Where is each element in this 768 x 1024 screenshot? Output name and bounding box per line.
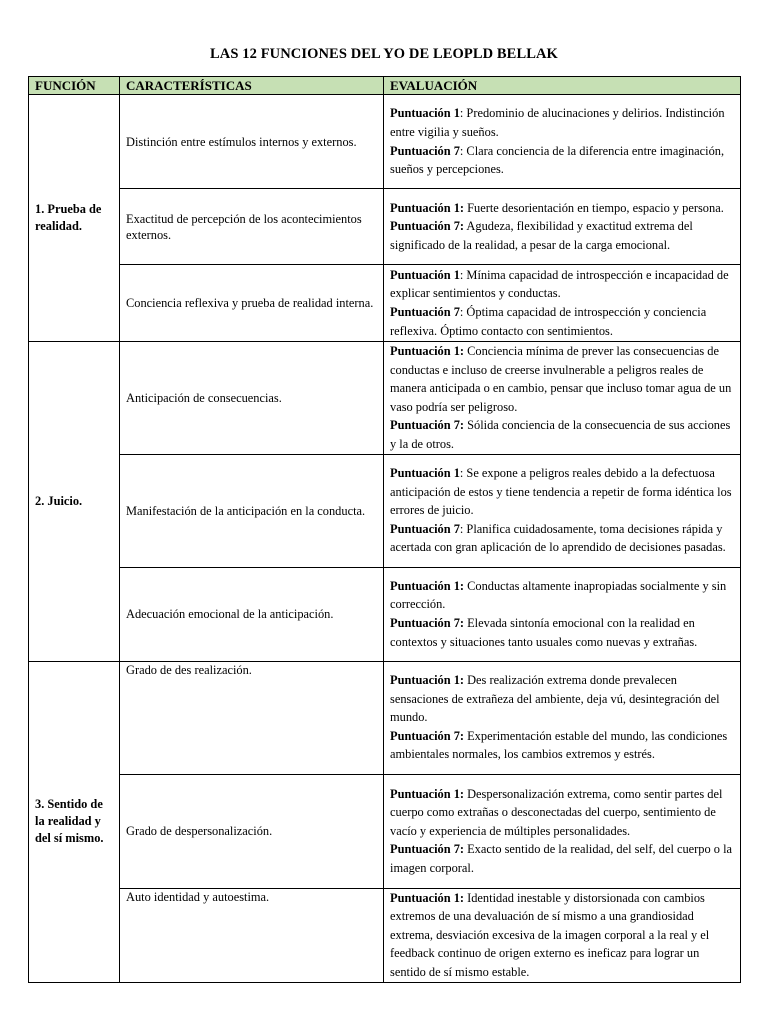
evaluation-cell	[384, 342, 741, 455]
function-name-cell: 2. Juicio.	[29, 342, 120, 662]
header-caracteristicas: CARACTERÍSTICAS	[120, 77, 384, 95]
score-description: Conductas altamente inapropiadas socialmente y sin corrección.	[390, 578, 727, 612]
evaluation-cell	[384, 95, 741, 189]
score-label: Puntuación 1	[390, 466, 460, 481]
evaluation-cell	[384, 265, 741, 342]
characteristic-cell: Adecuación emocional de la anticipación.	[120, 567, 384, 661]
evaluation-cell	[384, 774, 741, 888]
score-label: Puntuación 1:	[390, 890, 465, 905]
table-row	[29, 342, 741, 455]
characteristic-cell: Conciencia reflexiva y prueba de realidad interna.	[120, 265, 384, 342]
document-title: LAS 12 FUNCIONES DEL YO DE LEOPLD BELLAK	[210, 46, 558, 62]
evaluation-cell	[384, 888, 741, 982]
score-label: Puntuación 1:	[390, 786, 465, 801]
table-row	[29, 95, 741, 189]
score-description: : Clara conciencia de la diferencia entre imaginación, sueños y percepciones.	[390, 143, 725, 177]
table-row	[29, 888, 741, 982]
table-header-row	[29, 77, 741, 95]
table-row	[29, 661, 741, 774]
score-1-paragraph	[390, 889, 734, 982]
table-row	[29, 265, 741, 342]
ego-functions-table	[28, 76, 741, 983]
score-1-paragraph	[390, 342, 734, 416]
score-label: Puntuación 1:	[390, 344, 465, 358]
score-description: Des realización extrema donde prevalecen sensaciones de extrañeza del ambiente, deja vú, desintegración del mundo.	[390, 673, 720, 725]
score-7-paragraph	[390, 614, 734, 651]
score-label: Puntuación 1:	[390, 578, 465, 593]
score-description: : Planifica cuidadosamente, toma decisiones rápida y acertada con gran aplicación de lo aprendido de decisiones pasadas.	[390, 521, 726, 555]
score-description: Fuerte desorientación en tiempo, espacio y persona.	[464, 200, 724, 215]
score-7-paragraph	[390, 727, 734, 764]
score-label: Puntuación 1:	[390, 200, 465, 215]
score-7-paragraph	[390, 142, 734, 179]
score-label: Puntuación 7:	[390, 842, 465, 857]
score-description: Exacto sentido de la realidad, del self, del cuerpo o la imagen corporal.	[390, 842, 733, 875]
score-description: : Predominio de alucinaciones y delirios. Indistinción entre vigilia y sueños.	[390, 106, 725, 139]
characteristic-cell: Auto identidad y autoestima.	[120, 888, 384, 982]
score-7-paragraph	[390, 840, 734, 877]
score-description: : Se expone a peligros reales debido a la defectuosa anticipación de estos y tiene tendencia a repetir de forma idéntica los errores de juicio.	[390, 466, 732, 518]
score-1-paragraph	[390, 577, 734, 614]
table-row	[29, 454, 741, 567]
table-row	[29, 567, 741, 661]
characteristic-cell: Distinción entre estímulos internos y externos.	[120, 95, 384, 189]
score-1-paragraph	[390, 104, 734, 141]
score-1-paragraph	[390, 199, 734, 218]
score-description: Conciencia mínima de prever las consecuencias de conductas e incluso de creerse invulnerable a peligros reales de manera anticipada o en cambio, pensar que incluso tomar agua de un vaso podría ser peligroso.	[390, 344, 732, 414]
characteristic-cell: Manifestación de la anticipación en la conducta.	[120, 454, 384, 567]
score-description: Experimentación estable del mundo, las condiciones ambientales normales, los cambios extremos y estrés.	[390, 728, 728, 762]
score-7-paragraph	[390, 217, 734, 254]
score-7-paragraph	[390, 416, 734, 453]
score-description: Elevada sintonía emocional con la realidad en contextos y situaciones tanto usuales como nuevas y extrañas.	[390, 616, 698, 649]
score-label: Puntuación 7:	[390, 219, 465, 234]
score-label: Puntuación 7:	[390, 616, 465, 631]
score-1-paragraph	[390, 671, 734, 727]
evaluation-cell	[384, 567, 741, 661]
table-body	[29, 95, 741, 983]
score-label: Puntuación 1:	[390, 673, 465, 688]
evaluation-cell	[384, 661, 741, 774]
table-row	[29, 189, 741, 265]
score-7-paragraph	[390, 520, 734, 557]
score-description: : Mínima capacidad de introspección e incapacidad de explicar sentimientos y conductas.	[390, 267, 729, 301]
table-row	[29, 774, 741, 888]
score-label: Puntuación 7	[390, 521, 460, 536]
score-1-paragraph	[390, 785, 734, 841]
evaluation-cell	[384, 189, 741, 265]
characteristic-cell: Grado de despersonalización.	[120, 774, 384, 888]
score-label: Puntuación 1	[390, 267, 460, 282]
header-evaluacion: EVALUACIÓN	[384, 77, 741, 95]
score-label: Puntuación 7:	[390, 728, 465, 743]
score-label: Puntuación 7	[390, 305, 460, 319]
score-label: Puntuación 7:	[390, 418, 465, 433]
header-funcion: FUNCIÓN	[29, 77, 120, 95]
score-description: Identidad inestable y distorsionada con cambios extremos de una devaluación de sí mismo a una grandiosidad extrema, desviación excesiva de la imagen corporal a la real y el feedback continuo de origen externo es ineficaz para lograr un sentido de sí mismo estable.	[390, 890, 710, 979]
characteristic-cell: Exactitud de percepción de los acontecimientos externos.	[120, 189, 384, 265]
score-description: : Óptima capacidad de introspección y conciencia reflexiva. Óptimo contacto con sentimientos.	[390, 305, 707, 338]
function-name-cell: 3. Sentido de la realidad y del sí mismo.	[29, 661, 120, 982]
characteristic-cell: Grado de des realización.	[120, 661, 384, 774]
score-description: Sólida conciencia de la consecuencia de sus acciones y la de otros.	[390, 418, 731, 451]
score-1-paragraph	[390, 464, 734, 520]
score-7-paragraph	[390, 303, 734, 340]
score-description: Agudeza, flexibilidad y exactitud extrema del significado de la realidad, a pesar de la carga emocional.	[390, 219, 693, 252]
evaluation-cell	[384, 454, 741, 567]
score-label: Puntuación 7	[390, 143, 460, 158]
score-description: Despersonalización extrema, como sentir partes del cuerpo como extrañas o desconectadas del cuerpo, sentimiento de vacío y experiencia de múltiples personalidades.	[390, 786, 723, 838]
score-1-paragraph	[390, 266, 734, 303]
function-name-cell: 1. Prueba de realidad.	[29, 95, 120, 342]
score-label: Puntuación 1	[390, 106, 460, 121]
characteristic-cell: Anticipación de consecuencias.	[120, 342, 384, 455]
